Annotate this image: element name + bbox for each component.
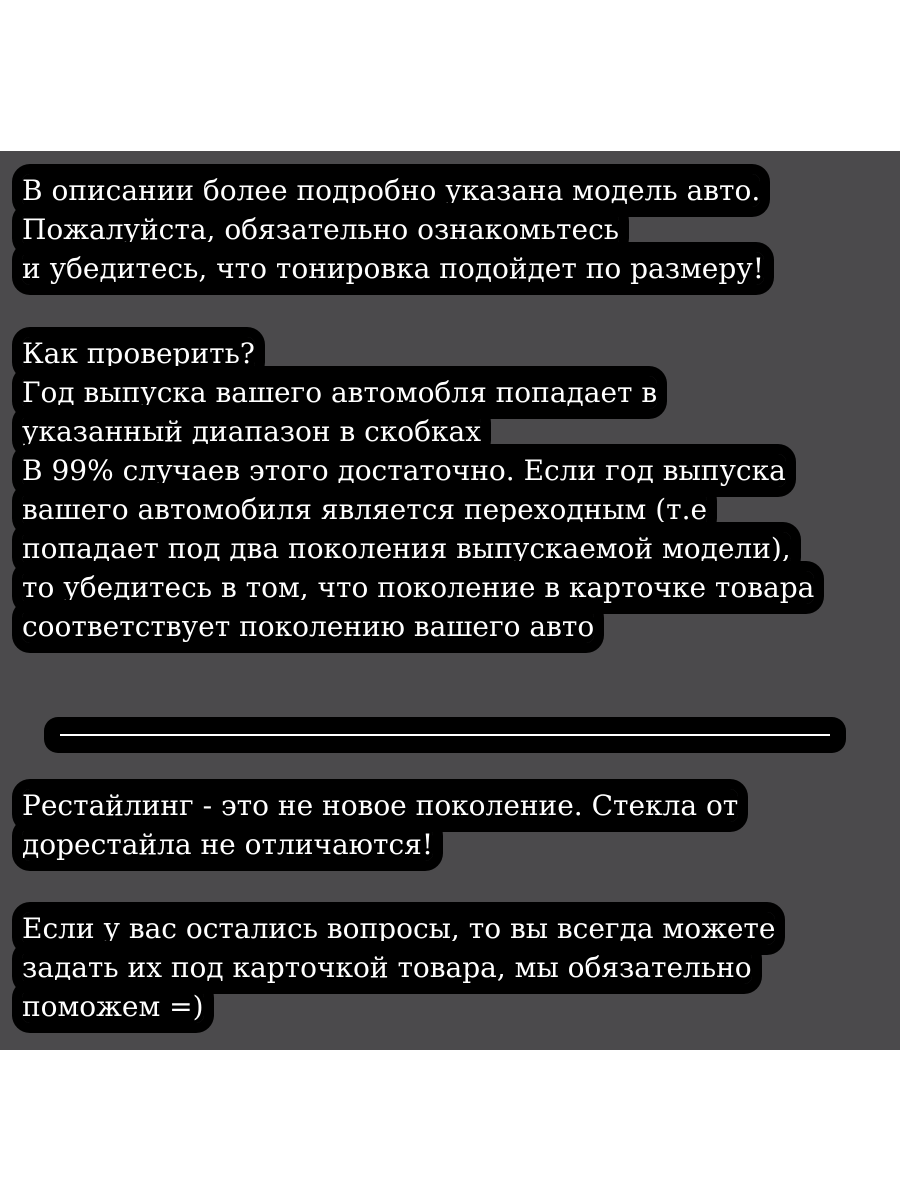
text-line: Если у вас остались вопросы, то вы всегда можете — [22, 912, 776, 945]
text-line: указанный диапазон в скобках — [22, 415, 481, 448]
text-line: Рестайлинг - это не новое поколение. Стекла от — [22, 789, 739, 822]
divider-line — [60, 734, 830, 736]
text-line: дорестайла не отличаются! — [22, 828, 434, 861]
text-line: и убедитесь, что тонировка подойдет по размеру! — [22, 252, 765, 285]
section-divider — [44, 717, 846, 753]
model-notice-paragraph — [22, 171, 764, 288]
text-line: соответствует поколению вашего авто — [22, 610, 595, 643]
text-line: задать их под карточкой товара, мы обязательно — [22, 951, 752, 984]
text-line: Год выпуска вашего автомобля попадает в — [22, 376, 658, 409]
text-line: В 99% случаев этого достаточно. Если год выпуска — [22, 454, 786, 487]
text-line: В описании более подробно указана модель авто. — [22, 174, 761, 207]
text-line: вашего автомобиля является переходным (т.е — [22, 493, 708, 526]
text-line: поможем =) — [22, 990, 204, 1023]
restyling-paragraph — [22, 786, 738, 864]
how-to-check-paragraph — [22, 334, 814, 646]
text-line: Как проверить? — [22, 337, 255, 370]
questions-paragraph — [22, 909, 775, 1026]
info-panel — [0, 151, 900, 1050]
text-line: Пожалуйста, обязательно ознакомьтесь — [22, 213, 620, 246]
text-line: попадает под два поколения выпускаемой модели), — [22, 532, 791, 565]
text-line: то убедитесь в том, что поколение в карточке товара — [22, 571, 815, 604]
